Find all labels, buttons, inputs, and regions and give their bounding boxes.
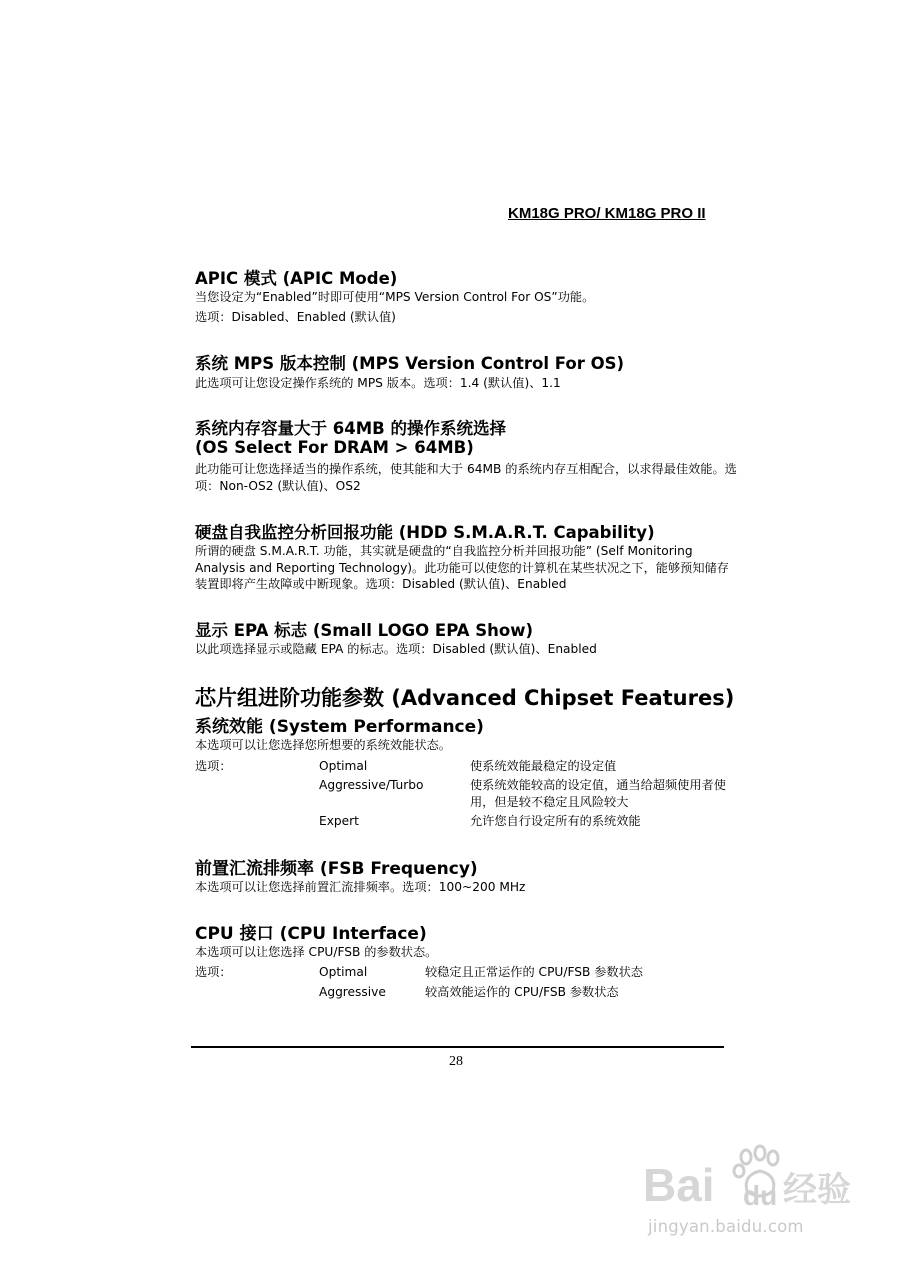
chapter-title-advanced-chipset: 芯片组进阶功能参数 (Advanced Chipset Features)	[195, 686, 735, 710]
baidu-watermark-logo	[643, 1143, 853, 1215]
section-title-apic: APIC 模式 (APIC Mode)	[195, 269, 398, 288]
footer-rule	[191, 1046, 724, 1048]
section-desc-mps: 此选项可让您设定操作系统的 MPS 版本。选项：1.4 (默认值)、1.1	[195, 376, 561, 390]
watermark-url: jingyan.baidu.com	[648, 1217, 804, 1236]
option-name: Optimal	[319, 759, 368, 773]
section-title-os-select-line1: 系统内存容量大于 64MB 的操作系统选择	[195, 419, 506, 438]
option-meaning: 允许您自行设定所有的系统效能	[470, 814, 641, 828]
section-desc-os-select: 此功能可让您选择适当的操作系统，使其能和大于 64MB 的系统内存互相配合，以求得最佳效能。选项：Non-OS2 (默认值)、OS2	[195, 462, 737, 493]
option-name: Optimal	[319, 965, 368, 979]
section-desc-cpu-interface: 本选项可以让您选择 CPU/FSB 的参数状态。	[195, 945, 438, 959]
section-title-fsb: 前置汇流排频率 (FSB Frequency)	[195, 859, 478, 879]
section-desc-fsb: 本选项可以让您选择前置汇流排频率。选项：100~200 MHz	[195, 880, 526, 894]
option-name: Aggressive/Turbo	[319, 778, 424, 792]
section-title-system-performance: 系统效能 (System Performance)	[195, 717, 484, 737]
option-meaning: 较稳定且正常运作的 CPU/FSB 参数状态	[425, 965, 643, 979]
svg-text:经验: 经验	[783, 1171, 851, 1209]
section-title-cpu-interface: CPU 接口 (CPU Interface)	[195, 924, 427, 944]
options-label: 选项：	[195, 965, 232, 979]
option-name: Aggressive	[319, 985, 386, 999]
option-meaning: 使系统效能较高的设定值，通当给超频使用者使用，但是较不稳定且风险较大	[470, 778, 726, 809]
document-header-model: KM18G PRO/ KM18G PRO II	[508, 205, 706, 222]
section-desc-epa: 以此项选择显示或隐藏 EPA 的标志。选项：Disabled (默认值)、Enabled	[195, 642, 597, 656]
svg-text:Bai: Bai	[643, 1159, 715, 1211]
option-name: Expert	[319, 814, 359, 828]
section-title-os-select-line2: (OS Select For DRAM > 64MB)	[195, 438, 474, 457]
page-number: 28	[449, 1054, 463, 1069]
section-title-epa: 显示 EPA 标志 (Small LOGO EPA Show)	[195, 621, 534, 640]
section-title-mps: 系统 MPS 版本控制 (MPS Version Control For OS)	[195, 354, 625, 373]
options-label: 选项：	[195, 759, 232, 773]
section-options-apic: 选项：Disabled、Enabled (默认值)	[195, 310, 396, 324]
section-title-hdd-smart: 硬盘自我监控分析回报功能 (HDD S.M.A.R.T. Capability)	[195, 523, 655, 542]
section-desc-system-performance: 本选项可以让您选择您所想要的系统效能状态。	[195, 738, 451, 752]
option-meaning: 使系统效能最稳定的设定值	[470, 759, 617, 773]
section-desc-hdd-smart: 所谓的硬盘 S.M.A.R.T. 功能，其实就是硬盘的“自我监控分析并回报功能” (Self Monitoring Analysis and Reporting Technology)。此功能可以使您的计算机在某些状况之下，能够预知储存装置即将产生故障或中断现象。选项：Disabled (默认值)、Enabled	[195, 544, 729, 591]
section-desc-apic: 当您设定为“Enabled”时即可使用“MPS Version Control For OS”功能。	[195, 290, 595, 304]
svg-text:du: du	[743, 1180, 778, 1211]
option-meaning: 较高效能运作的 CPU/FSB 参数状态	[425, 985, 619, 999]
